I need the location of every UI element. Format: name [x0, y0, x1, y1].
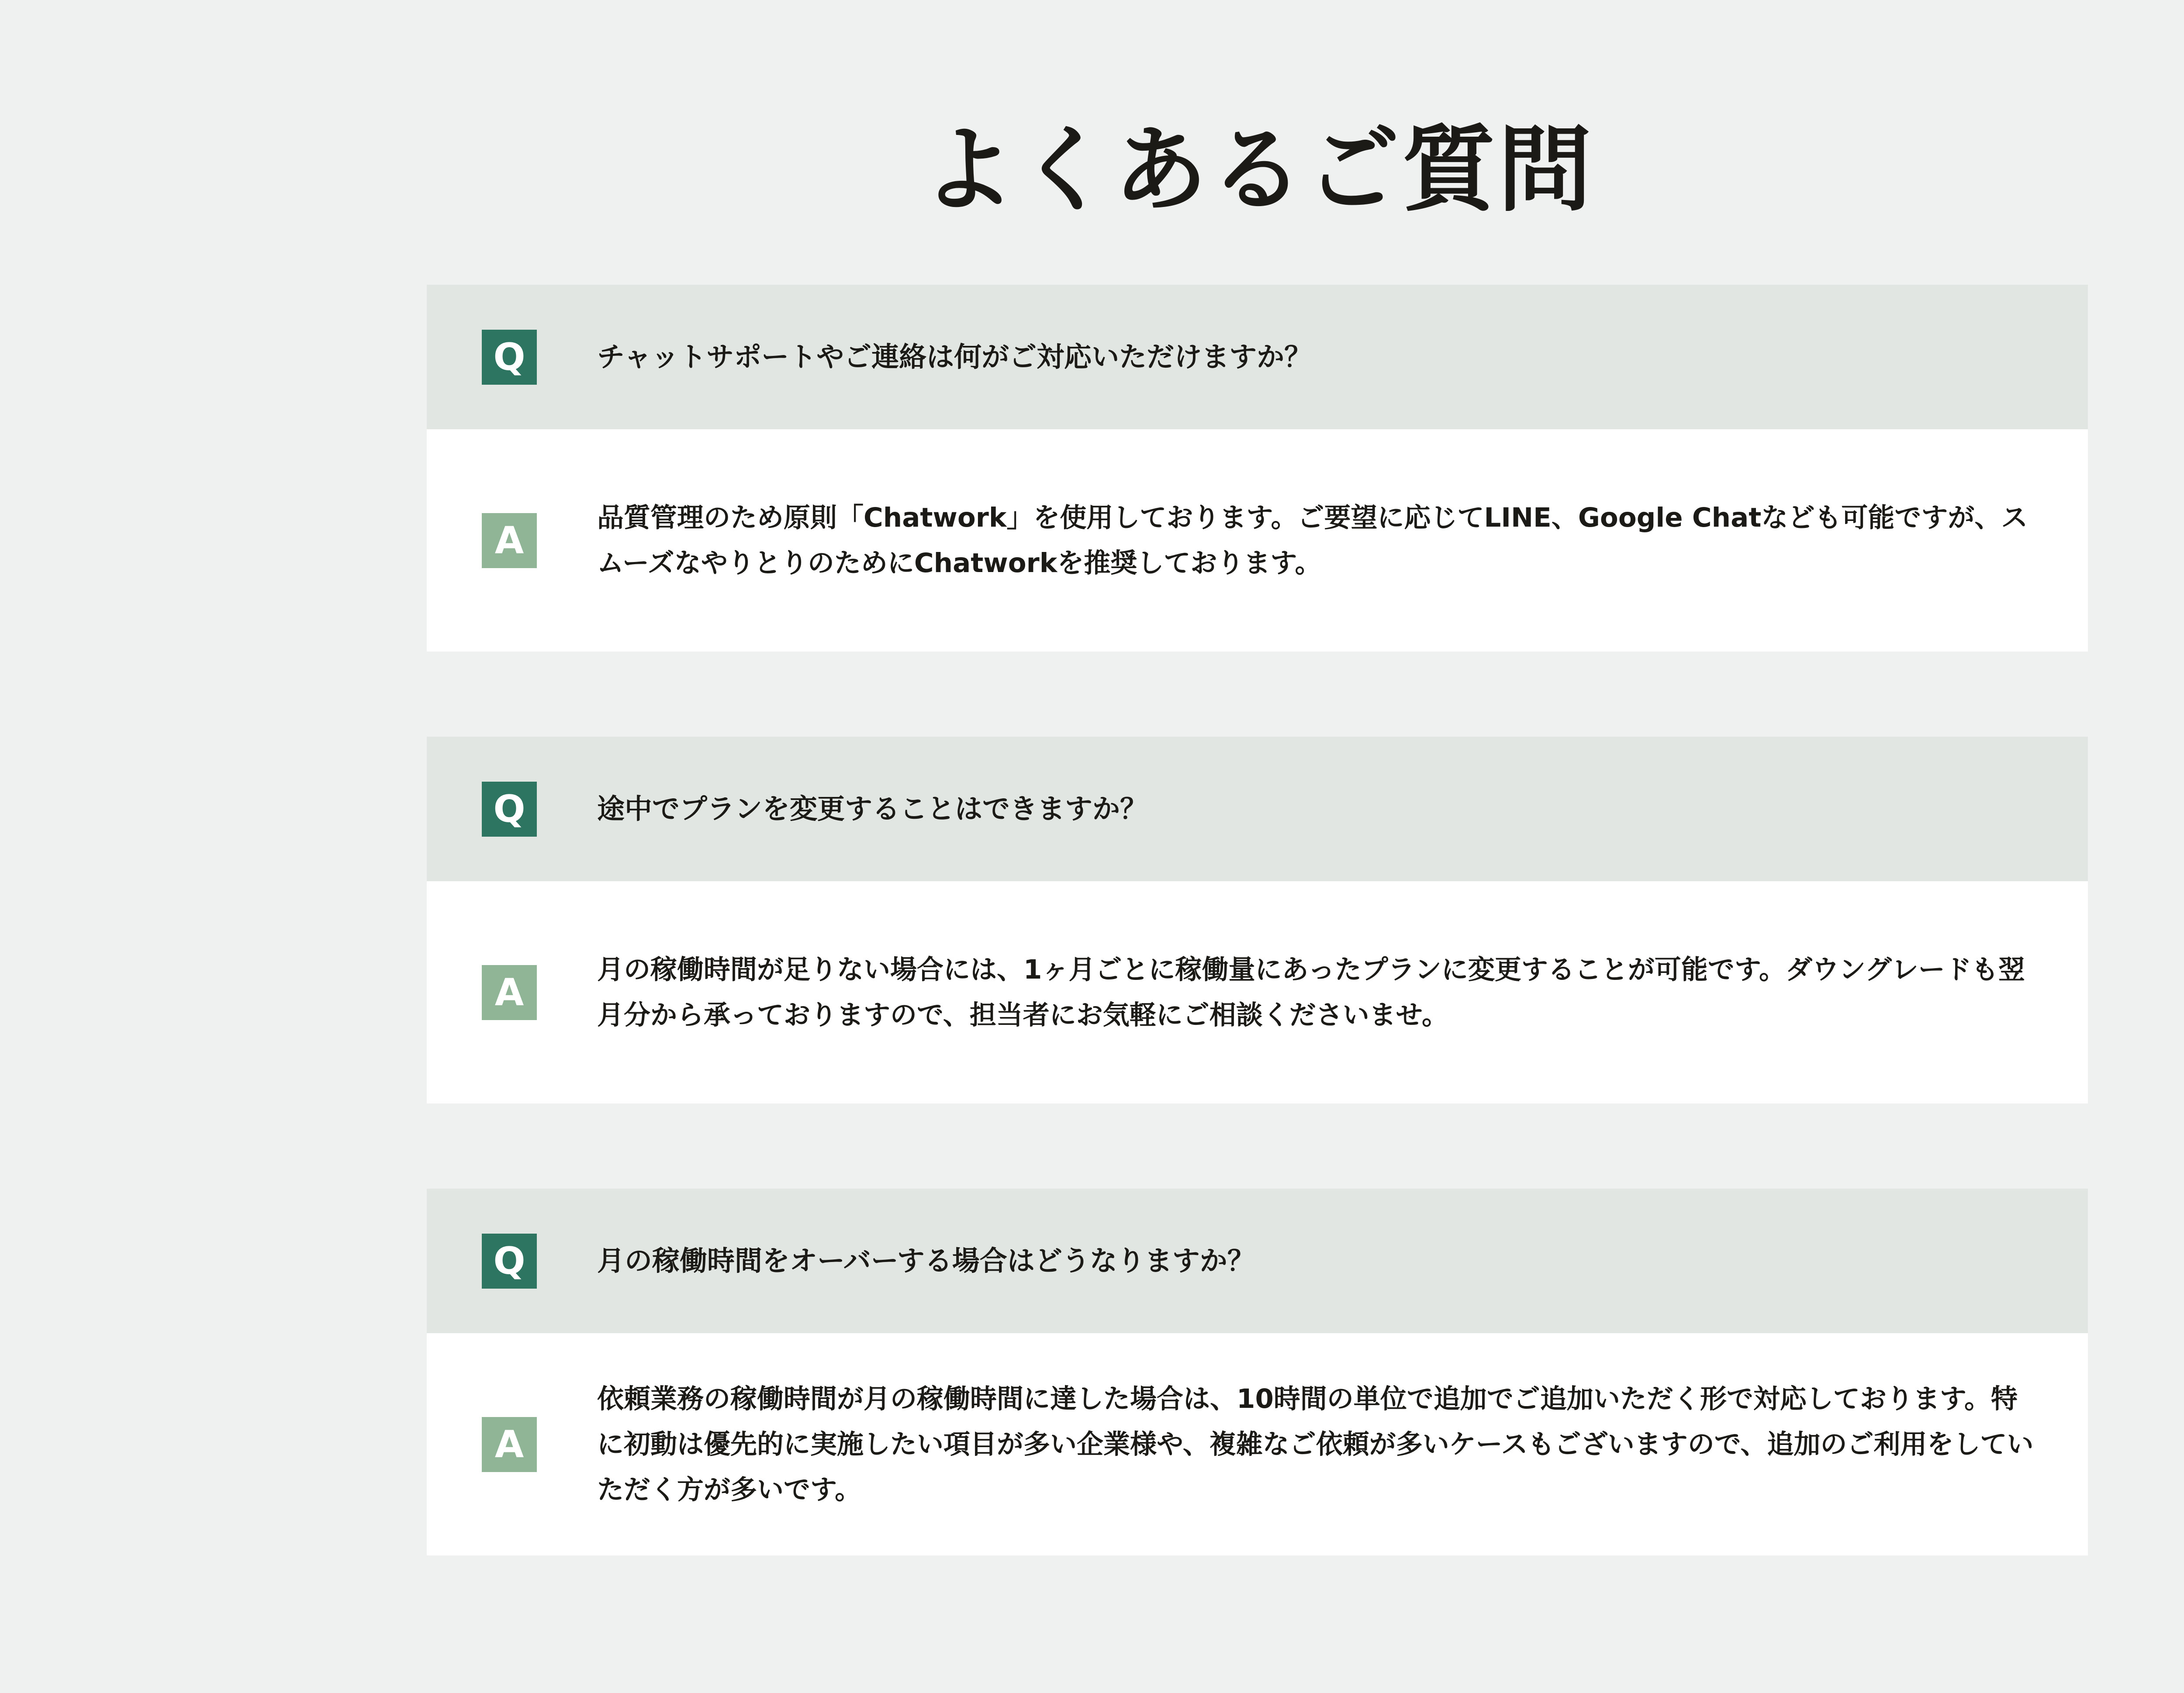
faq-question-row [427, 1189, 2088, 1333]
question-mark-badge: Q [482, 1234, 537, 1289]
faq-answer-row [427, 881, 2088, 1103]
faq-item [427, 1189, 2088, 1555]
faq-question-text: チャットサポートやご連絡は何がご対応いただけますか？ [597, 341, 1312, 373]
faq-item [427, 737, 2088, 1103]
faq-list [427, 285, 2088, 1641]
faq-question-row [427, 737, 2088, 881]
page-title: よくあるご質問 [922, 116, 1594, 224]
answer-mark-badge: A [482, 1417, 537, 1472]
faq-answer-text: 依頼業務の稼働時間が月の稼働時間に達した場合は、10時間の単位で追加でご追加いただく形で対応しております。特に初動は優先的に実施したい項目が多い企業様や、複雑なご依頼が多いケースもございますので、追加のご利用をしていただく方が多いです。 [597, 1383, 2034, 1505]
faq-answer-text: 月の稼働時間が足りない場合には、1ヶ月ごとに稼働量にあったプランに変更することが可能です。ダウングレードも翌月分から承っておりますので、担当者にお気軽にご相談くださいませ。 [597, 954, 2025, 1031]
faq-answer-row [427, 429, 2088, 652]
question-mark-badge: Q [482, 330, 537, 385]
faq-question-text: 途中でプランを変更することはできますか？ [597, 793, 1147, 825]
answer-mark-badge: A [482, 513, 537, 568]
answer-mark-badge: A [482, 965, 537, 1020]
faq-answer-row [427, 1333, 2088, 1555]
faq-question-text: 月の稼働時間をオーバーする場合はどうなりますか？ [597, 1245, 1255, 1277]
faq-item [427, 285, 2088, 652]
question-mark-badge: Q [482, 782, 537, 837]
faq-question-row [427, 285, 2088, 429]
faq-answer-text: 品質管理のため原則「Chatwork」を使用しております。ご要望に応じてLINE、Google Chatなども可能ですが、スムーズなやりとりのためにChatworkを推奨しております。 [597, 502, 2028, 579]
